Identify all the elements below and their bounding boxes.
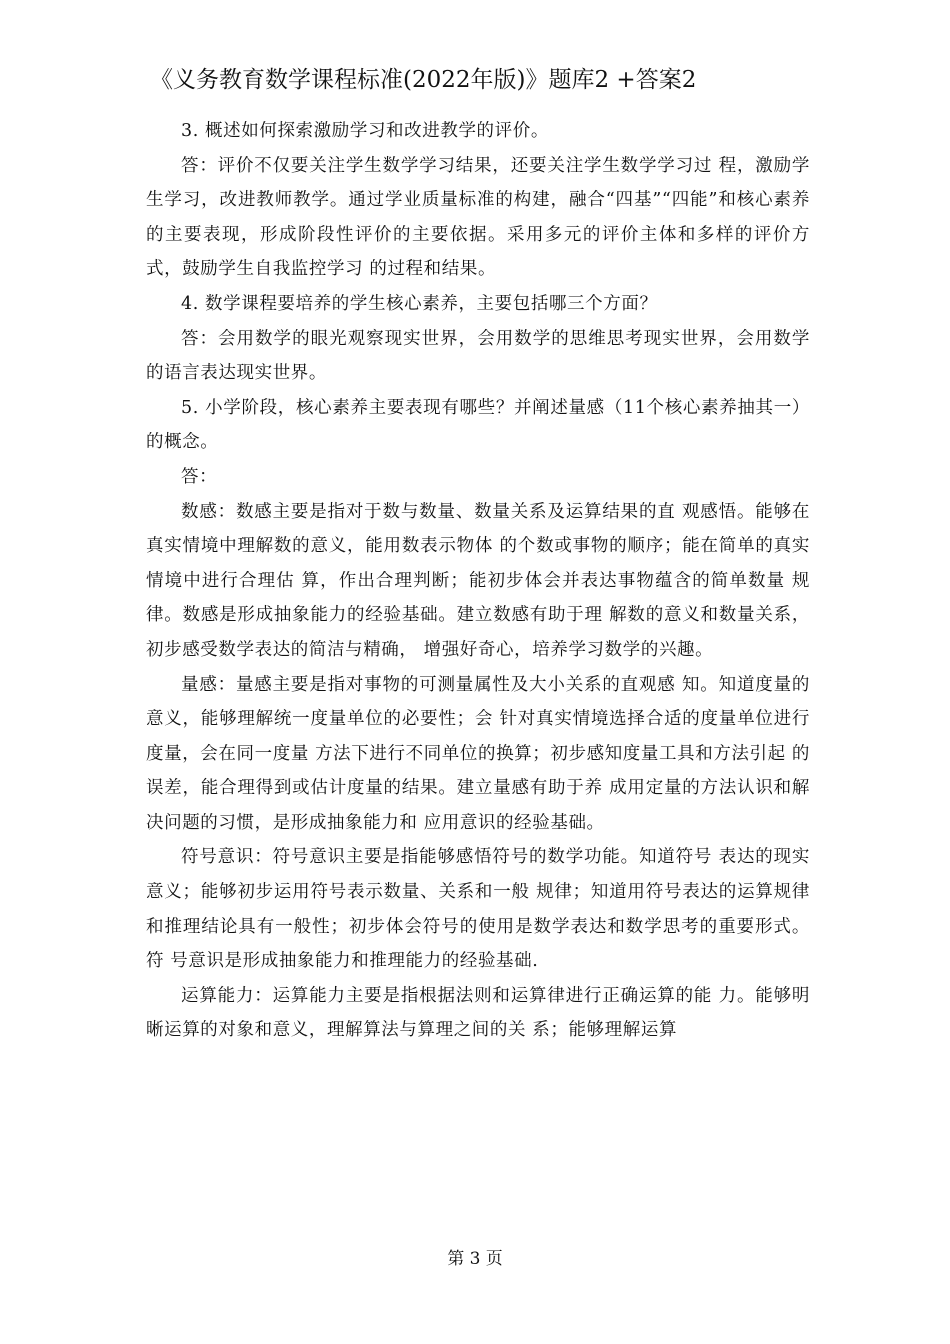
computation-ability-paragraph: 运算能力：运算能力主要是指根据法则和运算律进行正确运算的能 力。能够明晰运算的对象和意义，理解算法与算理之间的关 系；能够理解运算 (146, 985, 810, 1041)
answer-4: 答：会用数学的眼光观察现实世界，会用数学的思维思考现实世界，会用数学的语言表达现实世界。 (146, 328, 810, 384)
document-title: 《义务教育数学课程标准(2022年版)》题库2 +答案2 (150, 67, 697, 93)
document-body (146, 114, 810, 1048)
question-4: 4. 数学课程要培养的学生核心素养，主要包括哪三个方面？ (181, 293, 658, 314)
symbol-awareness-paragraph: 符号意识：符号意识主要是指能够感悟符号的数学功能。知道符号 表达的现实意义；能够初步运用符号表示数量、关系和一般 规律；知道用符号表达的运算规律和推理结论具有一般性；初步体会符号的使用是数学表达和数学思考的重要形式。符 号意识是形成抽象能力和推理能力的经验基础. (146, 847, 810, 972)
answer-5-label: 答： (181, 466, 218, 487)
quantity-sense-paragraph: 量感：量感主要是指对事物的可测量属性及大小关系的直观感 知。知道度量的意义，能够理解统一度量单位的必要性；会 针对真实情境选择合适的度量单位进行度量，会在同一度量 方法下进行不同单位的换算；初步感知度量工具和方法引起 的误差，能合理得到或估计度量的结果。建立量感有助于养 成用定量的方法认识和解决问题的习惯，是形成抽象能力和 应用意识的经验基础。 (146, 674, 810, 833)
number-sense-paragraph: 数感：数感主要是指对于数与数量、数量关系及运算结果的直 观感悟。能够在真实情境中理解数的意义，能用数表示物体 的个数或事物的顺序；能在简单的真实情境中进行合理估 算，作出合理判断；能初步体会并表达事物蕴含的简单数量 规律。数感是形成抽象能力的经验基础。建立数感有助于理 解数的意义和数量关系，初步感受数学表达的简洁与精确， 增强好奇心，培养学习数学的兴趣。 (146, 501, 810, 660)
question-5: 5. 小学阶段，核心素养主要表现有哪些？并阐述量感（11个核心素养抽其一）的概念。 (146, 397, 810, 453)
answer-3: 答：评价不仅要关注学生数学学习结果，还要关注学生数学学习过 程，激励学生学习，改进教师教学。通过学业质量标准的构建，融合“四基”“四能”和核心素养的主要表现，形成阶段性评价的主要依据。采用多元的评价主体和多样的评价方式，鼓励学生自我监控学习 的过程和结果。 (146, 155, 810, 280)
question-3: 3. 概述如何探索激励学习和改进教学的评价。 (181, 121, 549, 141)
page-number: 第 3 页 (447, 1249, 503, 1269)
